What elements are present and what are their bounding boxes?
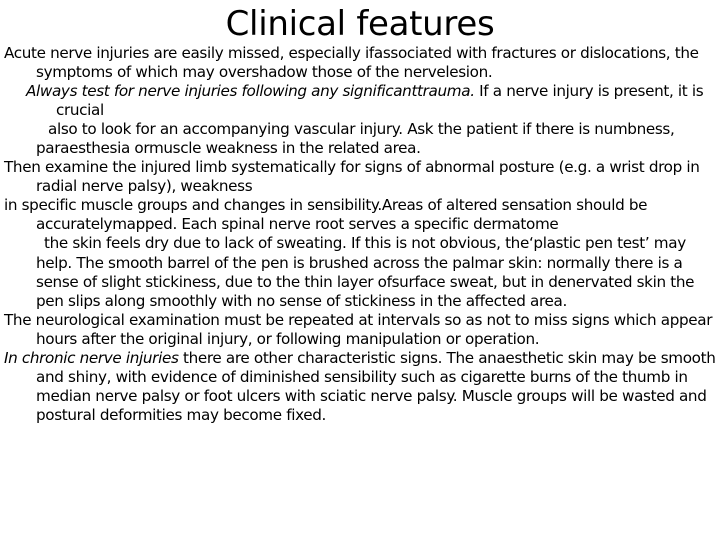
page-title: Clinical features xyxy=(225,4,495,44)
paragraph-pen-test: the skin feels dry due to lack of sweating. If this is not obvious, the‘plastic pen test’ may help. The smooth barrel of the pen is brushed across the palmar skin: normally there is a sense of slight stickiness, due to the thin layer ofsurface sweat, but in denervated skin the pen slips along smoothly with no sense of stickiness in the affected area. xyxy=(36,234,695,310)
body-text xyxy=(4,44,716,425)
paragraph-examine-limb: Then examine the injured limb systematically for signs of abnormal posture (e.g. a wrist drop in radial nerve palsy), weakness xyxy=(4,158,700,196)
emphasis-chronic-injuries: In chronic nerve injuries xyxy=(4,348,179,367)
emphasis-always-test: Always test for nerve injuries following any significanttrauma. xyxy=(26,82,475,101)
paragraph-chronic-injuries xyxy=(4,349,716,425)
paragraph-chronic-injuries-rest: there are other characteristic signs. The anaesthetic skin may be smooth and shiny, with evidence of diminished sensibility such as cigarette burns of the thumb in median nerve palsy or foot ulcers with sciatic nerve palsy. Muscle groups will be wasted and postural deformities may become fixed. xyxy=(36,348,716,424)
paragraph-vascular-injury: also to look for an accompanying vascular injury. Ask the patient if there is numbness, paraesthesia ormuscle weakness in the related area. xyxy=(36,120,675,158)
paragraph-always-test-rest: If a nerve injury is present, it is crucial xyxy=(56,82,704,120)
paragraph-always-test xyxy=(4,82,716,120)
paragraph-acute-injuries: Acute nerve injuries are easily missed, especially ifassociated with fractures or dislocations, the symptoms of which may overshadow those of the nervelesion. xyxy=(4,44,699,82)
paragraph-muscle-groups: in specific muscle groups and changes in sensibility.Areas of altered sensation should be accuratelymapped. Each spinal nerve root serves a specific dermatome xyxy=(4,196,648,234)
paragraph-neurological-exam: The neurological examination must be repeated at intervals so as not to miss signs which appear hours after the original injury, or following manipulation or operation. xyxy=(4,310,713,348)
